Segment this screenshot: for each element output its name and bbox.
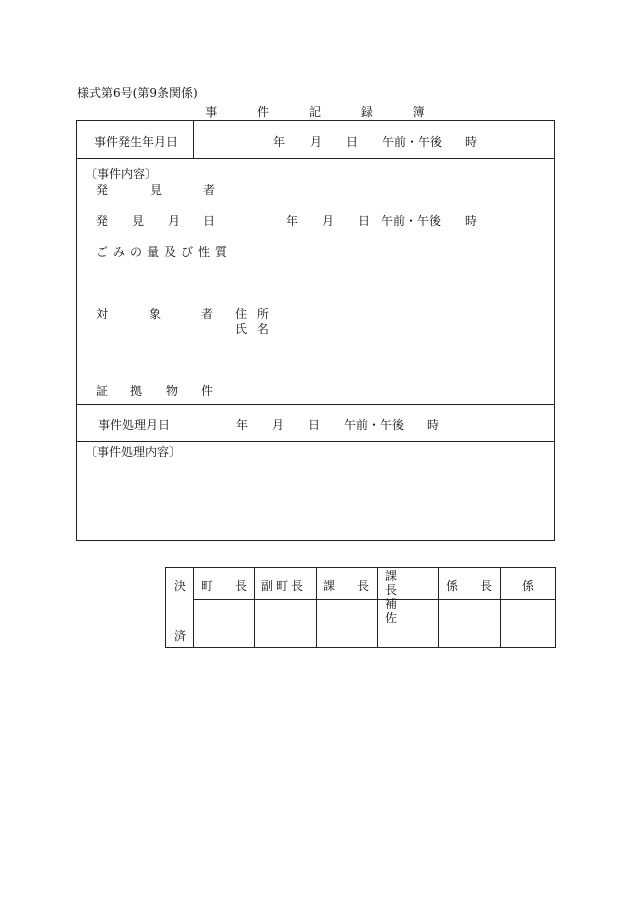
occurrence-hour: 時 [465,135,478,149]
record-table [76,120,555,541]
approval-table [165,567,556,648]
processing-ampm: 午前・午後 [344,418,405,432]
role-assistant-section-chief: 課長補佐 [385,569,420,625]
discovery-date-label-char: 日 [203,214,216,228]
waste-quantity-label: ごみの量及び性質 [96,245,233,259]
evidence-label-char: 件 [201,384,214,398]
col-divider [316,568,317,647]
address-label: 住 所 [235,307,272,321]
occurrence-month: 月 [310,135,323,149]
discovery-date-label-char: 発 [96,214,109,228]
discoverer-label-char: 見 [150,183,163,197]
discovery-hour: 時 [465,214,478,228]
role-mayor: 町 長 [201,579,247,593]
role-staff: 係 [522,579,535,593]
title-char: 件 [257,105,270,119]
col-divider [193,568,194,647]
title-char: 事 [205,105,218,119]
approval-side-top: 決 [174,579,187,593]
occurrence-date-label: 事件発生年月日 [94,135,179,149]
role-unit-chief: 係 長 [446,579,492,593]
title-char: 録 [360,105,373,119]
occurrence-day: 日 [346,135,359,149]
occurrence-ampm: 午前・午後 [382,135,443,149]
approval-side-bottom: 済 [174,629,187,643]
document-title [0,103,630,120]
subject-label-char: 者 [201,307,214,321]
content-header: 〔事件内容〕 [85,167,158,181]
col-divider [377,568,378,647]
discovery-date-label-char: 月 [168,214,181,228]
col-divider [254,568,255,647]
discovery-date-label-char: 見 [132,214,145,228]
col-divider [438,568,439,647]
row-divider [77,441,554,442]
role-deputy-mayor: 副町長 [261,579,307,593]
discovery-year: 年 [286,214,299,228]
processing-day: 日 [308,418,321,432]
title-char: 記 [308,105,321,119]
evidence-label-char: 拠 [130,384,143,398]
subject-label-char: 象 [149,307,162,321]
discovery-ampm: 午前・午後 [381,214,442,228]
evidence-label-char: 物 [166,384,179,398]
discoverer-label-char: 者 [203,183,216,197]
processing-month: 月 [272,418,285,432]
form-number-label: 様式第6号(第9条関係) [77,86,198,100]
role-section-chief: 課 長 [323,579,369,593]
processing-date-label: 事件処理月日 [98,418,171,432]
processing-content-header: 〔事件処理内容〕 [85,445,182,459]
processing-hour: 時 [427,418,440,432]
row-divider [194,599,555,600]
col-divider [500,568,501,647]
row-divider [77,404,554,405]
row-divider [77,158,554,159]
occurrence-year: 年 [273,135,286,149]
name-label: 氏 名 [235,322,272,336]
discovery-day: 日 [358,214,371,228]
title-char: 簿 [412,105,425,119]
processing-year: 年 [236,418,249,432]
subject-label-char: 対 [96,307,109,321]
discovery-month: 月 [322,214,335,228]
col-divider [193,121,194,158]
discoverer-label-char: 発 [96,183,109,197]
evidence-label-char: 証 [96,384,109,398]
